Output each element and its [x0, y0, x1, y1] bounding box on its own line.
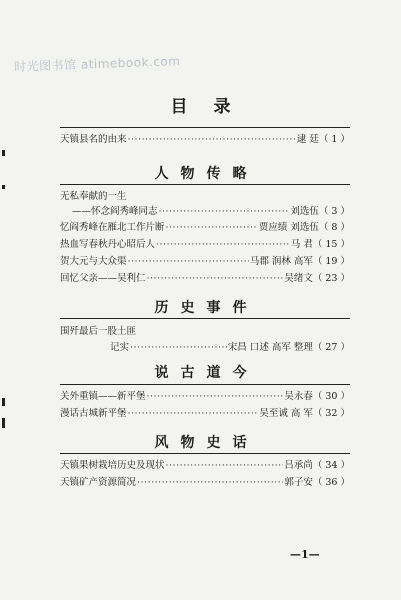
toc-entry: 天镇矿产资源简况 ····· 郭子安（ 36 ） — [60, 476, 350, 489]
toc-entry-title: 无私奉献的一生 — [60, 191, 127, 202]
section-heading: 说古道今 — [154, 365, 259, 381]
page-title: 目录 — [170, 97, 257, 117]
divider — [60, 384, 350, 385]
toc-entry: 忆阎秀峰在雁北工作片断 ····· 贾应绩 刘选伍（ 8 ） — [60, 221, 350, 234]
toc-entry: 热血写春秋丹心昭后人 ····· 马 君（ 15 ） — [60, 238, 350, 251]
toc-entry: ——怀念阎秀峰同志 ····· 刘选伍（ 3 ） — [72, 205, 350, 218]
scan-edge-mark — [2, 185, 5, 189]
divider — [60, 318, 350, 319]
toc-entry: 漫话古城新平堡 ····· 吴至诚 高 军（ 32 ） — [60, 407, 350, 420]
toc-entry: 天镇果树栽培历史及现状 ····· 吕承尚（ 34 ） — [60, 459, 350, 472]
divider — [60, 184, 350, 185]
section-heading: 历史事件 — [154, 300, 259, 316]
toc-entry: 回忆父亲——吴利仁 ····· 吴绪文（ 23 ） — [60, 272, 350, 285]
divider — [60, 453, 350, 454]
section-heading: 人物传略 — [154, 166, 259, 182]
scan-edge-mark — [2, 150, 5, 156]
watermark-text: 时光图书馆 atimebook.com — [13, 54, 181, 74]
toc-entry: 贺大元与大众渠 ····· 马郡 润林 高军（ 19 ） — [60, 255, 350, 268]
section-heading: 风物史话 — [154, 435, 259, 451]
scan-edge-mark — [2, 398, 5, 406]
toc-entry: 记实 ····· 宋昌 口述 高军 整理（ 27 ） — [110, 341, 350, 354]
toc-entry-title: 围歼最后一股土匪 — [60, 326, 137, 337]
scan-edge-mark — [2, 418, 5, 428]
toc-entry: 关外重镇——新平堡 ····· 吴永春（ 30 ） — [60, 390, 350, 403]
page-number: —1— — [290, 548, 320, 561]
divider — [60, 127, 350, 128]
toc-entry: 天镇县名的由来 ····· 逮 廷（ 1 ） — [60, 133, 350, 146]
